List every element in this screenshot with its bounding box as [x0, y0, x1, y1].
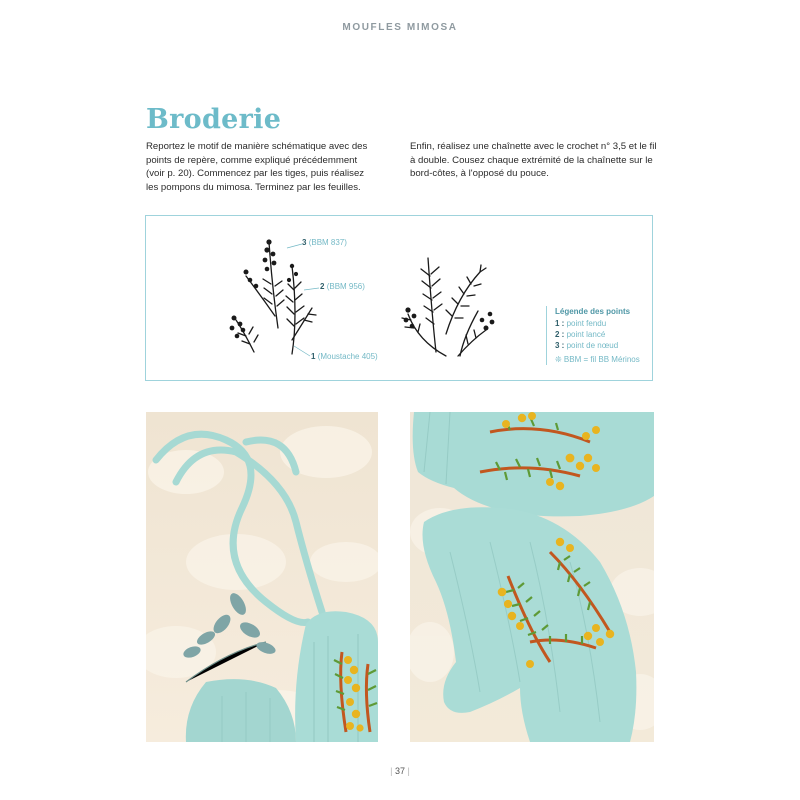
callout-3-number: 3 — [302, 238, 307, 247]
embroidery-diagram — [145, 215, 653, 381]
left-paragraph: Reportez le motif de manière schématique avec des points de repère, comme expliqué précédemment (voir p. 20). Commencez par les tiges, puis réalisez les pompons du mimosa. Terminez par les feuilles. — [146, 141, 368, 193]
mittens-with-cord-photo — [146, 412, 378, 742]
instruction-column-left — [146, 140, 374, 194]
photo-illustration — [410, 412, 654, 742]
instruction-column-right — [410, 140, 660, 181]
callout-3-yarn: (BBM 837) — [308, 238, 347, 247]
two-mittens-photo — [410, 412, 654, 742]
page-number-value: 37 — [394, 766, 405, 776]
legend-item: 3 : point de nœud — [555, 341, 619, 350]
callout-3 — [302, 238, 347, 247]
callout-2-number: 2 — [320, 282, 325, 291]
section-title: Broderie — [146, 104, 282, 135]
legend-title: Légende des points — [555, 307, 631, 316]
callout-2 — [320, 282, 365, 291]
callout-1 — [311, 352, 378, 361]
callout-1-yarn: (Moustache 405) — [317, 352, 378, 361]
running-head: MOUFLES MIMOSA — [342, 22, 458, 33]
page-number: | 37 | — [390, 766, 410, 776]
right-paragraph: Enfin, réalisez une chaînette avec le crochet n° 3,5 et le fil à double. Cousez chaque extrémité de la chaînette sur le bord-côtes, à l'opposé du pouce. — [410, 141, 657, 180]
photo-illustration — [146, 412, 378, 742]
legend-item: 2 : point lancé — [555, 330, 606, 339]
legend-item: 1 : point fendu — [555, 319, 607, 328]
stitch-legend — [546, 306, 650, 365]
callout-2-yarn: (BBM 956) — [326, 282, 365, 291]
legend-note: ❊ BBM = fil BB Mérinos — [555, 355, 640, 364]
callout-1-number: 1 — [311, 352, 316, 361]
